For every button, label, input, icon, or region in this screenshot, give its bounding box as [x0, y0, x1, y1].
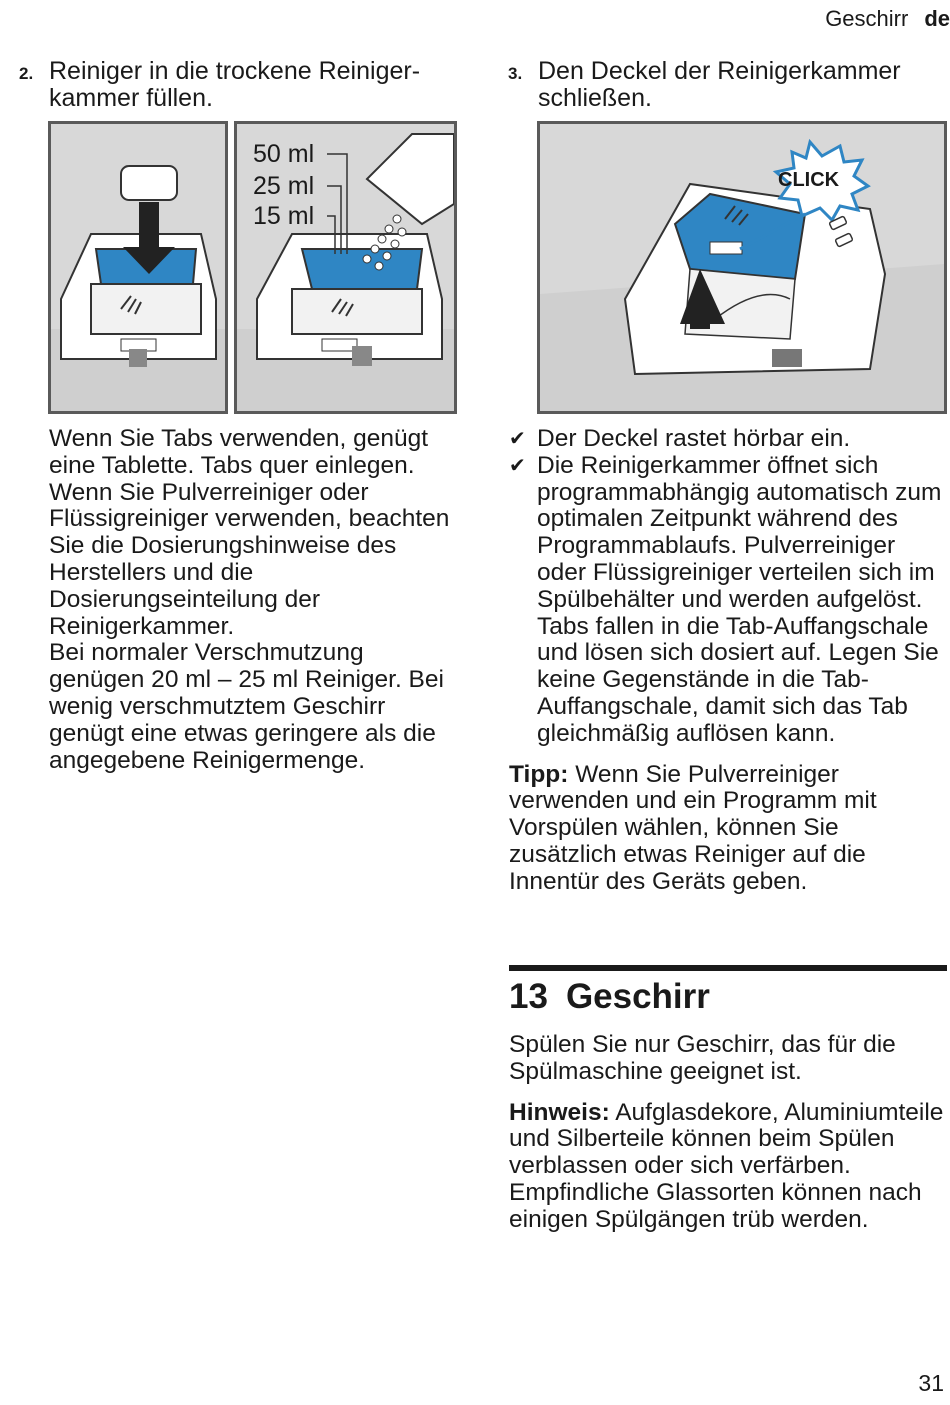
note-paragraph — [509, 1100, 949, 1234]
section-body — [509, 1032, 949, 1234]
step-3-number: 3. — [508, 64, 523, 83]
check-icon: ✔ — [509, 454, 526, 477]
dosing-mark-50: 50 ml — [253, 140, 315, 168]
list-item: ✔ Die Reinigerkammer öffnet sich programmabhängig automatisch zum optimalen Zeitpunkt während des Programmablaufs. Pulverreiniger oder Flüssigreiniger verteilen sich im Spülbehälter und werden aufgelöst. Tabs fallen in die Tab-Auffangschale und lösen sich dosiert auf. Legen Sie keine Gegenstände in die Tab-Auffangschale, damit sich das Tab gleichmäßig auflösen kann. — [509, 451, 942, 747]
step-2-text: Reiniger in die trockene Reiniger-kammer füllen. — [49, 57, 421, 112]
right-column-results — [509, 426, 949, 896]
header-section: Geschirr — [825, 6, 909, 31]
section-number: 13 — [509, 977, 548, 1016]
section-heading — [509, 977, 710, 1017]
list-item: ✔ Der Deckel rastet hörbar ein. — [509, 425, 851, 452]
step-2-number: 2. — [19, 64, 34, 83]
paragraph-tabs: Wenn Sie Tabs verwenden, genügt eine Tablette. Tabs quer einlegen. — [49, 425, 429, 479]
left-column-text — [49, 426, 459, 774]
paragraph-dosage: Bei normaler Verschmutzung genügen 20 ml – 25 ml Reiniger. Bei wenig verschmutztem Geschirr genügt eine etwas geringere als die angegebene Reinigermenge. — [49, 639, 444, 774]
section-title: Geschirr — [565, 977, 710, 1016]
paragraph-powder: Wenn Sie Pulverreiniger oder Flüssigreiniger verwenden, beachten Sie die Dosierungshinweise des Herstellers und die Dosierungseinteilung der Reinigerkammer. — [49, 478, 450, 640]
tip-label: Tipp: — [509, 760, 569, 788]
page-number: 31 — [918, 1370, 944, 1396]
note-text: Aufglasdekore, Aluminiumteile und Silberteile können beim Spülen verblassen oder sich verfärben. Empfindliche Glassorten können nach einigen Spülgängen trüb werden. — [509, 1098, 944, 1233]
click-label: CLICK — [778, 169, 840, 191]
header-lang: de — [924, 6, 950, 31]
section-intro: Spülen Sie nur Geschirr, das für die Spülmaschine geeignet ist. — [509, 1031, 896, 1085]
step-3-text: Den Deckel der Reinigerkammer schließen. — [538, 57, 901, 112]
tip-text: Wenn Sie Pulverreiniger verwenden und ein Programm mit Vorspülen wählen, können Sie zusätzlich etwas Reiniger auf die Innentür des Geräts geben. — [509, 760, 877, 895]
step-2 — [19, 57, 449, 112]
dosing-mark-15: 15 ml — [253, 202, 315, 230]
dosing-mark-25: 25 ml — [253, 172, 315, 200]
step-3 — [508, 57, 938, 112]
tablet-shape — [121, 166, 177, 200]
figure-powder-dosing — [234, 121, 457, 414]
figure-close-lid — [537, 121, 947, 414]
result-list — [509, 426, 949, 748]
note-label: Hinweis: — [509, 1098, 610, 1126]
figure-tab-insert — [48, 121, 228, 414]
tip-paragraph — [509, 762, 949, 896]
check-icon: ✔ — [509, 428, 526, 450]
section-rule — [509, 965, 947, 971]
running-header — [825, 6, 950, 32]
